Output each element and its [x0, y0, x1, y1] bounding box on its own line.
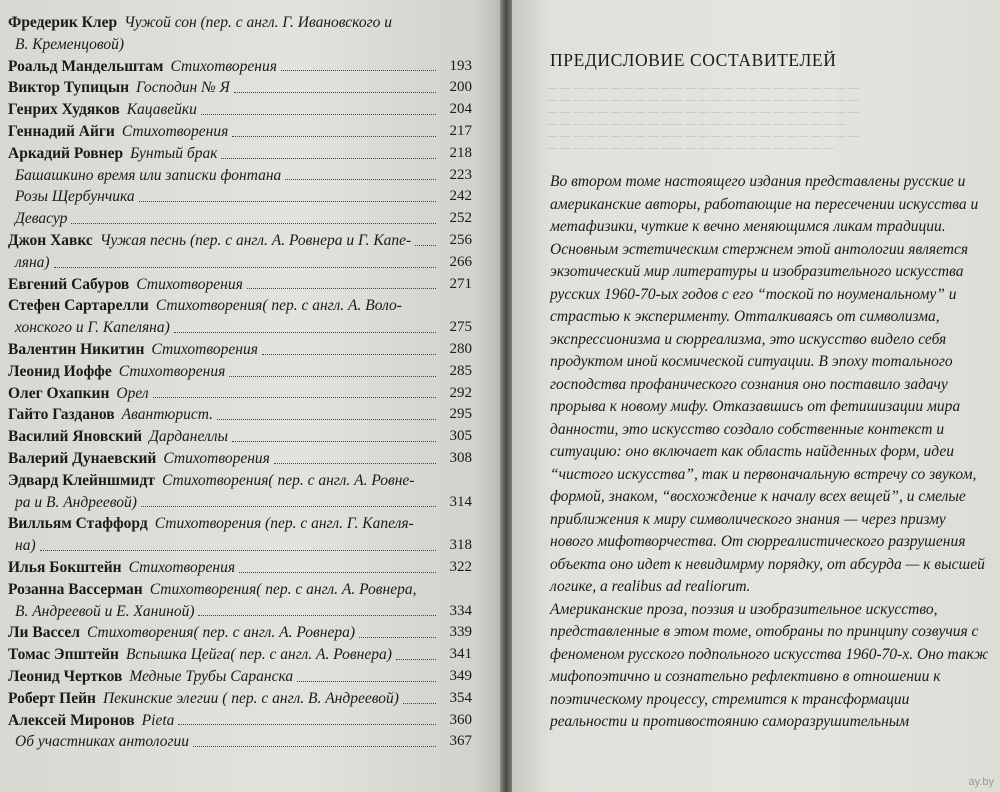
- toc-author: Роберт Пейн: [8, 689, 96, 707]
- toc-entry: [8, 56, 492, 78]
- toc-title: Дарданеллы: [149, 428, 229, 446]
- toc-title: Стихотворения: [136, 275, 243, 293]
- toc-page-number: 360: [449, 711, 472, 728]
- toc-page-number: 218: [449, 144, 472, 161]
- preface-line: экспрессионизма и сюрреализма, это искусство видело себя: [550, 330, 947, 348]
- preface-line: “чистого искусства”, так и первоначальную встречу со звуком,: [550, 465, 977, 483]
- toc-title: В. Андреевой и Е. Ханиной): [15, 602, 195, 620]
- toc-title: Стихотворения( пер. с англ. А. Ровнера): [86, 624, 356, 642]
- preface-line: приближения к миру символического знания — через призму: [550, 510, 946, 528]
- toc-entry: [8, 12, 492, 34]
- toc-dot-leader: [217, 419, 436, 420]
- toc-author: Леонид Чертков: [8, 667, 123, 685]
- toc-author: Аркадий Ровнер: [8, 144, 124, 162]
- preface-line: данности, это искусство создало собственные контекст и: [550, 420, 945, 438]
- right-page-preface: [512, 0, 1000, 792]
- toc-title: Стихотворения: [121, 122, 229, 140]
- watermark: ay.by: [968, 776, 994, 788]
- preface-line: Во втором томе настоящего издания представлены русские и: [550, 173, 966, 190]
- toc-entry: [8, 186, 492, 208]
- toc-dot-leader: [297, 681, 435, 682]
- toc-dot-leader: [221, 158, 435, 159]
- toc-title: Стихотворения: [118, 362, 226, 380]
- toc-author: Леонид Иоффе: [8, 362, 112, 380]
- toc-title: Стихотворения: [163, 449, 270, 467]
- toc-page-number: 314: [449, 493, 472, 510]
- toc-entry: [8, 383, 492, 405]
- toc-title: Пекинские элегии ( пер. с англ. В. Андреевой): [102, 689, 399, 707]
- toc-entry: [8, 165, 492, 187]
- toc-page-number: 349: [449, 667, 472, 684]
- toc-page-number: 285: [449, 362, 472, 379]
- toc-entry: [8, 317, 492, 339]
- toc-title: Стихотворения: [151, 340, 258, 358]
- toc-author: Фредерик Клер: [8, 14, 118, 31]
- toc-entry: [8, 121, 492, 143]
- toc-dot-leader: [232, 136, 435, 137]
- toc-page-number: 280: [449, 340, 472, 357]
- toc-page-number: 200: [449, 79, 472, 96]
- toc-dot-leader: [403, 703, 436, 704]
- toc-title: Розы Щербунчика: [15, 188, 135, 206]
- toc-author: Роальд Мандельштам: [8, 57, 164, 75]
- preface-line: Основным эстетическим стержнем этой антологии является: [550, 240, 969, 258]
- toc-title: Девасур: [15, 210, 68, 228]
- toc-title: Господин № Я: [136, 79, 230, 97]
- toc-author: Валентин Никитин: [8, 340, 145, 358]
- toc-dot-leader: [285, 179, 435, 180]
- toc-author: Вилльям Стаффорд: [8, 515, 148, 533]
- preface-line: прорыва к новому мифу. Отказавшись от фетишизации мира: [550, 398, 961, 415]
- toc-page-number: 193: [449, 57, 472, 74]
- toc-title: Чужая песнь (пер. с англ. А. Ровнера и Г. Капе-: [99, 231, 412, 249]
- preface-line: русских 1960-70-ых годов с его “тоской по ноуменальному” и: [550, 285, 957, 303]
- toc-entry: [8, 34, 492, 56]
- toc-dot-leader: [40, 550, 436, 551]
- toc-author: Гайто Газданов: [8, 406, 115, 424]
- toc-dot-leader: [153, 397, 436, 398]
- preface-line: реальности и противостоянию саморазрушительным: [550, 713, 910, 730]
- toc-entry: [8, 492, 492, 514]
- toc-title: Стихотворения: [170, 57, 277, 75]
- toc-page-number: 308: [449, 449, 472, 466]
- preface-line: экзотический мир литературы и изобразительного искусства: [550, 263, 964, 280]
- toc-title: хонского и Г. Капеляна): [15, 319, 170, 337]
- toc-author: Джон Хавкс: [8, 231, 93, 249]
- toc-entry: [8, 339, 492, 361]
- toc-page-number: 271: [449, 275, 472, 292]
- toc-author: Василий Яновский: [8, 428, 143, 446]
- toc-entry: [8, 535, 492, 557]
- toc-page-number: 266: [449, 253, 472, 270]
- toc-page-number: 242: [449, 188, 472, 205]
- preface-line: господства профанического сознания оно поставило задачу: [550, 375, 948, 393]
- toc-entry: [8, 448, 492, 470]
- toc-entry: [8, 99, 492, 121]
- preface-line: объекта оно идет к невидимрму порядку, от абсурда — к высшей: [550, 555, 985, 573]
- toc-dot-leader: [396, 659, 436, 660]
- toc-page-number: 322: [449, 558, 472, 575]
- toc-entry: [8, 601, 492, 623]
- toc-author: Томас Эпштейн: [8, 646, 119, 664]
- toc-dot-leader: [71, 223, 435, 224]
- toc-author: Алексей Миронов: [8, 711, 135, 729]
- toc-title: Авантюрист.: [121, 406, 213, 424]
- toc-dot-leader: [281, 70, 436, 71]
- toc-entry: [8, 274, 492, 296]
- preface-line: страстью к эксперименту. Отталкиваясь от символизма,: [550, 308, 940, 325]
- toc-title: Об участниках антологии: [15, 733, 190, 751]
- toc-page-number: 354: [449, 689, 472, 706]
- toc-title: Чужой сон (пер. с англ. Г. Ивановского и: [124, 14, 392, 31]
- toc-entry: [8, 252, 492, 274]
- toc-title: ляна): [15, 253, 50, 271]
- toc-page-number: 295: [449, 406, 472, 423]
- toc-entry: [8, 513, 492, 535]
- toc-title: Медные Трубы Саранска: [129, 667, 294, 685]
- toc-entry: [8, 470, 492, 492]
- toc-dot-leader: [139, 201, 436, 202]
- toc-title: Вспышка Цейга( пер. с англ. А. Ровнера): [125, 646, 392, 664]
- toc-title: Стихотворения( пер. с англ. А. Ровнера,: [149, 580, 417, 598]
- toc-dot-leader: [359, 637, 435, 638]
- preface-line: формой, знаком, “восхождение к началу всех вещей”, и смелые: [550, 488, 966, 505]
- toc-dot-leader: [54, 267, 436, 268]
- toc-entry: [8, 77, 492, 99]
- toc-entry: [8, 295, 492, 317]
- toc-author: Стефен Сартарелли: [8, 297, 149, 315]
- toc-title: Стихотворения (пер. с англ. Г. Капеля-: [154, 515, 414, 533]
- toc-dot-leader: [193, 746, 435, 747]
- toc-entry: [8, 710, 492, 732]
- table-of-contents: [8, 12, 492, 753]
- toc-dot-leader: [415, 245, 435, 246]
- toc-entry: [8, 688, 492, 710]
- toc-dot-leader: [232, 441, 435, 442]
- bleed-through-text: — — — — — — — — — — — — — — — — — — — — — — — — — — — — — — — — — — — — — — — — — — — — — — — — — — — — — — — — — — — — — — — — — — — — — — — — — — — — — — — — — — — — — — — — — — — — — — — — — — — — — — — — — — — — — — — — — — — — — — — — — — — — — — — — — — — — — — — — — — — — — — — — — — —: [548, 82, 859, 154]
- toc-author: Евгений Сабуров: [8, 275, 130, 293]
- toc-page-number: 217: [449, 122, 472, 139]
- toc-entry: [8, 666, 492, 688]
- toc-entry: [8, 579, 492, 601]
- toc-entry: [8, 404, 492, 426]
- preface-line: продуктом иной космической ситуации. В эпоху тотального: [550, 353, 953, 370]
- toc-dot-leader: [141, 506, 436, 507]
- preface-line: Американские проза, поэзия и изобразительное искусство,: [550, 600, 938, 618]
- toc-page-number: 292: [449, 384, 472, 401]
- preface-line: представленные в этом томе, отобраны по принципу созвучия с: [550, 623, 979, 640]
- toc-title: Башашкино время или записки фонтана: [15, 166, 282, 184]
- toc-dot-leader: [239, 572, 435, 573]
- toc-page-number: 339: [449, 624, 472, 641]
- book-spine-gutter: [500, 0, 512, 792]
- toc-title: Стихотворения: [128, 558, 236, 576]
- toc-dot-leader: [247, 288, 436, 289]
- preface-body: [550, 171, 1000, 734]
- preface-line: американские авторы, работающие на пересечении искусства и: [550, 195, 979, 213]
- toc-page-number: 256: [449, 231, 472, 248]
- toc-title: В. Кременцовой): [15, 35, 125, 53]
- toc-author: Илья Бокштейн: [8, 558, 122, 576]
- toc-entry: [8, 143, 492, 165]
- toc-dot-leader: [229, 376, 435, 377]
- toc-page-number: 367: [449, 733, 472, 750]
- toc-page-number: 305: [449, 428, 472, 445]
- toc-title: Орел: [116, 384, 149, 402]
- toc-entry: [8, 731, 492, 753]
- toc-author: Виктор Тупицын: [8, 79, 129, 97]
- toc-author: Олег Охапкин: [8, 384, 110, 402]
- toc-title: ра и В. Андреевой): [15, 493, 137, 511]
- toc-page-number: 334: [449, 602, 472, 619]
- toc-dot-leader: [178, 724, 435, 725]
- toc-title: Стихотворения( пер. с англ. А. Воло-: [155, 297, 402, 315]
- preface-line: феноменом русского подпольного искусства 1960-70-х. Оно такж: [550, 645, 989, 663]
- toc-title: Pieta: [141, 711, 175, 729]
- toc-author: Генрих Худяков: [8, 101, 120, 119]
- preface-heading: ПРЕДИСЛОВИЕ СОСТАВИТЕЛЕЙ: [550, 50, 837, 70]
- preface-line: поэтическому процессу, стремится к трансформации: [550, 690, 910, 708]
- toc-page-number: 204: [449, 101, 472, 118]
- toc-page-number: 275: [449, 319, 472, 336]
- toc-title: Стихотворения( пер. с англ. А. Ровне-: [161, 471, 415, 489]
- toc-dot-leader: [198, 615, 435, 616]
- preface-line: логике, a realibus ad realiorum.: [550, 578, 751, 595]
- toc-entry: [8, 208, 492, 230]
- toc-dot-leader: [174, 332, 436, 333]
- toc-page-number: 223: [449, 166, 472, 183]
- toc-entry: [8, 557, 492, 579]
- toc-page-number: 252: [449, 210, 472, 227]
- preface-line: метафизики, чуткие к вечно меняющимся ликам традиции.: [550, 218, 946, 235]
- toc-entry: [8, 426, 492, 448]
- preface-line: нового мифотворчества. От сюрреалистического разрушения: [550, 533, 966, 550]
- toc-entry: [8, 622, 492, 644]
- toc-dot-leader: [201, 114, 436, 115]
- toc-entry: [8, 361, 492, 383]
- preface-line: мифопоэтично и сознательно рефлективно в отношении к: [550, 668, 941, 685]
- toc-dot-leader: [262, 354, 436, 355]
- toc-title: Бунтый брак: [130, 144, 218, 162]
- toc-page-number: 341: [449, 646, 472, 663]
- toc-author: Валерий Дунаевский: [8, 449, 157, 467]
- toc-author: Эдвард Клейншмидт: [8, 471, 155, 489]
- toc-author: Розанна Вассерман: [8, 580, 143, 598]
- toc-author: Ли Вассел: [8, 624, 80, 642]
- toc-page-number: 318: [449, 537, 472, 554]
- toc-dot-leader: [274, 463, 436, 464]
- preface-line: ситуацию: оно включает как область найденных форм, идеи: [550, 443, 954, 460]
- toc-dot-leader: [234, 92, 436, 93]
- toc-entry: [8, 230, 492, 252]
- toc-title: Кацавейки: [126, 101, 197, 119]
- toc-entry: [8, 644, 492, 666]
- toc-title: на): [15, 537, 36, 555]
- toc-author: Геннадий Айги: [8, 122, 115, 140]
